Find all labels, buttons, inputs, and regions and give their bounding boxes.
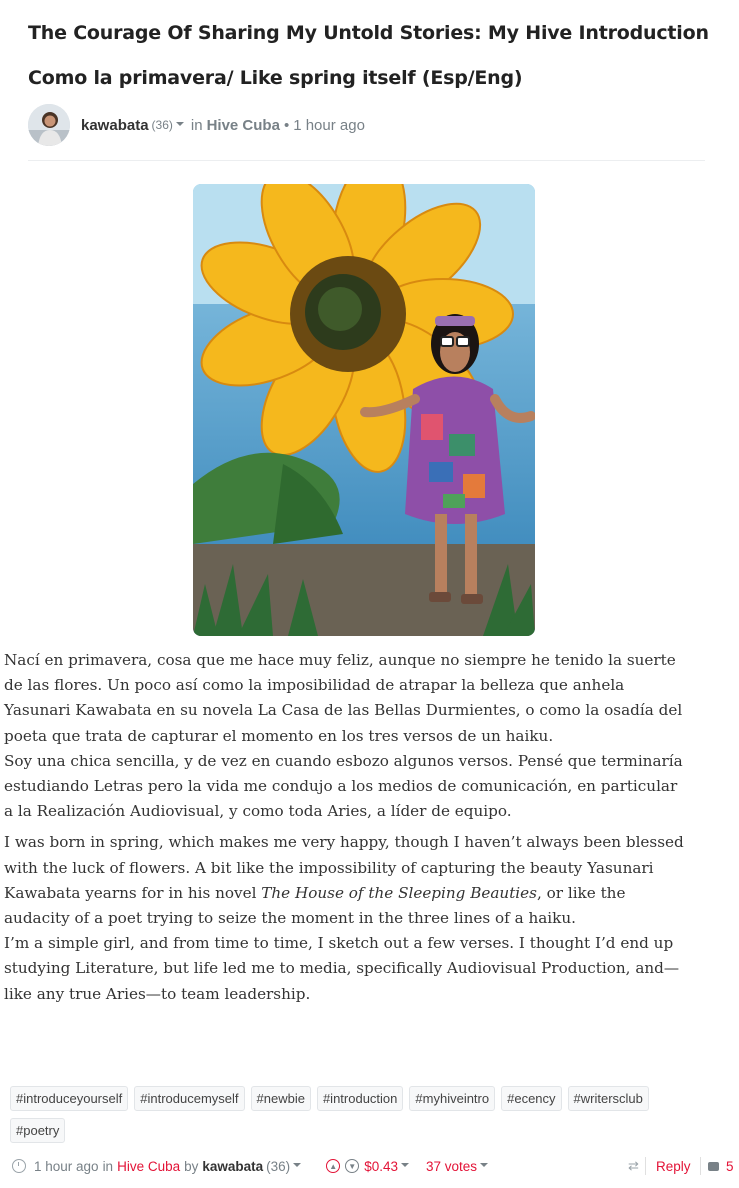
votes-chevron-icon[interactable] — [480, 1163, 488, 1167]
post-body — [4, 648, 684, 1007]
footer-community-link[interactable]: Hive Cuba — [117, 1158, 181, 1174]
english-paragraph-1-part-a: I was born in spring, which makes me very happy, though I haven’t always been blessed with the luck of flowers. A bit like the impossibility of capturing the beauty Yasunari Kawabata yearns for in his novel — [4, 833, 684, 902]
footer-separator — [645, 1157, 646, 1175]
footer-reputation: (36) — [266, 1158, 291, 1174]
english-paragraph-2: I’m a simple girl, and from time to time, I sketch out a few verses. I thought I’d end up studying Literature, but life led me to media, specifically Audiovisual Production, and—like any true Aries—to team leadership. — [4, 934, 680, 1003]
tag-newbie[interactable]: #newbie — [251, 1086, 311, 1111]
reblog-icon[interactable]: ⇄ — [628, 1158, 639, 1173]
footer-time: 1 hour ago — [34, 1158, 99, 1174]
post-meta — [28, 103, 365, 147]
avatar-image — [28, 104, 70, 146]
reply-button[interactable]: Reply — [656, 1158, 691, 1174]
footer-separator-2 — [700, 1157, 701, 1175]
post-image[interactable] — [193, 184, 535, 636]
footer-author-link[interactable]: kawabata — [202, 1158, 264, 1174]
tag-writersclub[interactable]: #writersclub — [568, 1086, 649, 1111]
payout-value[interactable]: $0.43 — [364, 1158, 398, 1174]
tag-introduction[interactable]: #introduction — [317, 1086, 403, 1111]
comment-bubble-icon — [708, 1162, 719, 1171]
post-title-line-1: The Courage Of Sharing My Untold Stories: My Hive Introduction — [28, 22, 709, 44]
author-name[interactable]: kawabata — [81, 116, 149, 134]
votes-count[interactable]: 37 votes — [425, 1158, 478, 1174]
clock-icon — [12, 1159, 26, 1173]
spanish-paragraph-2: Soy una chica sencilla, y de vez en cuando esbozo algunos versos. Pensé que terminaría estudiando Letras pero la vida me condujo a los medios de comunicación, en particular a la Realización Audiovisual, y como toda Aries, a líder de equipo. — [4, 751, 683, 821]
post-time: 1 hour ago — [293, 116, 365, 134]
payout-chevron-icon[interactable] — [401, 1163, 409, 1167]
upvote-icon[interactable]: ▲ — [326, 1159, 340, 1173]
header-divider — [28, 160, 705, 161]
tag-myhiveintro[interactable]: #myhiveintro — [409, 1086, 495, 1111]
tag-ecency[interactable]: #ecency — [501, 1086, 561, 1111]
english-paragraph-1 — [4, 830, 684, 931]
footer-by-label: by — [184, 1158, 199, 1174]
tag-introduceyourself[interactable]: #introduceyourself — [10, 1086, 128, 1111]
author-reputation: (36) — [151, 118, 173, 132]
comments-count: 5 — [726, 1158, 734, 1174]
footer-author-chevron-icon[interactable] — [293, 1163, 301, 1167]
footer-in-label: in — [102, 1158, 114, 1174]
post-footer — [12, 1154, 736, 1178]
tag-list — [10, 1086, 690, 1143]
tag-poetry[interactable]: #poetry — [10, 1118, 65, 1143]
community-link[interactable]: Hive Cuba — [206, 116, 280, 134]
post-title-line-2: Como la primavera/ Like spring itself (Esp/Eng) — [28, 67, 523, 89]
in-label: in — [190, 116, 203, 134]
sunflower-mural-photo — [193, 184, 535, 636]
english-paragraph-1-part-b: , or like the audacity of a poet trying to seize the moment in the three lines of a haiku. — [4, 883, 626, 928]
novel-title-italic: The House of the Sleeping Beauties — [261, 883, 537, 902]
comments-link[interactable] — [708, 1159, 734, 1174]
downvote-icon[interactable]: ▼ — [345, 1159, 359, 1173]
spanish-paragraph-1: Nací en primavera, cosa que me hace muy feliz, aunque no siempre he tenido la suerte de las flores. Un poco así como la imposibilidad de atrapar la belleza que anhela Yasunari Kawabata en su novela La Casa de las Bellas Durmientes, o como la osadía del poeta que trata de capturar el momento en los tres versos de un haiku. — [4, 651, 683, 745]
author-avatar[interactable] — [28, 104, 70, 146]
author-menu-chevron-icon[interactable] — [176, 122, 184, 126]
bullet-separator: • — [283, 116, 290, 134]
tag-introducemyself[interactable]: #introducemyself — [134, 1086, 244, 1111]
